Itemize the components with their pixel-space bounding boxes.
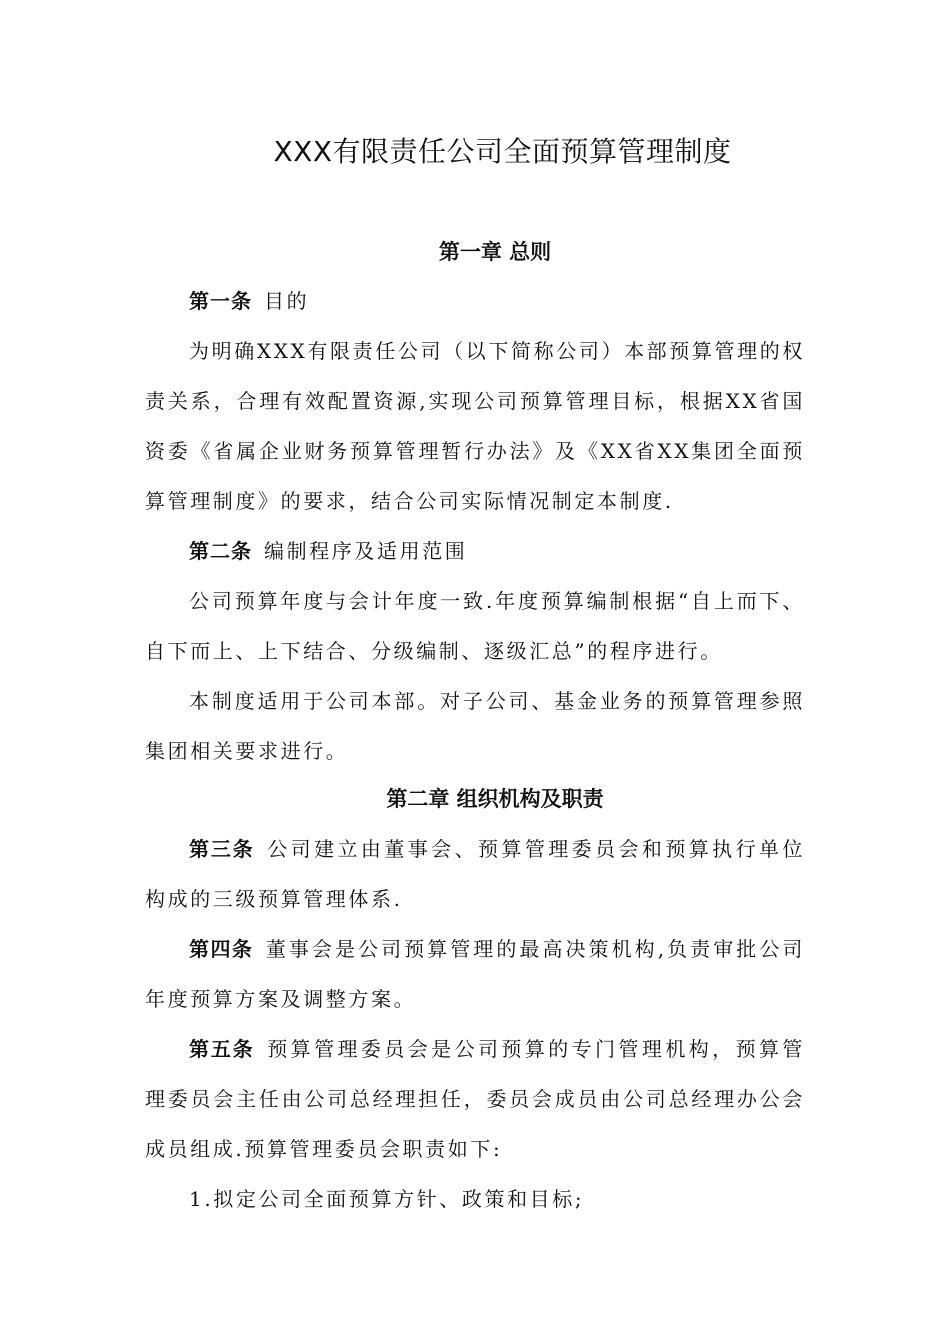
chapter-2-heading: 第二章 组织机构及职责 [386, 787, 604, 811]
article-2-label: 第二条 [189, 539, 252, 563]
article-4-text: 董事会是公司预算管理的最高决策机构,负责审批公司年度预算方案及调整方案。 [145, 937, 805, 1011]
article-5-paragraph [145, 1024, 805, 1174]
article-4-label: 第四条 [189, 937, 254, 961]
article-3-text: 公司建立由董事会、预算管理委员会和预算执行单位构成的三级预算管理体系. [145, 837, 805, 911]
article-1-heading [145, 276, 805, 326]
article-1-label: 第一条 [189, 289, 252, 313]
article-2-heading [145, 526, 805, 576]
article-1-title: 目的 [264, 289, 310, 313]
article-4-paragraph [145, 924, 805, 1024]
article-2-paragraph-2: 本制度适用于公司本部。对子公司、基金业务的预算管理参照集团相关要求进行。 [145, 689, 805, 763]
article-1-paragraph: 为明确XXX有限责任公司（以下简称公司）本部预算管理的权责关系，合理有效配置资源,实现公司预算管理目标，根据XX省国资委《省属企业财务预算管理暂行办法》及《XX省XX集团全面预算管理制度》的要求，结合公司实际情况制定本制度. [145, 339, 805, 513]
article-5-text: 预算管理委员会是公司预算的专门管理机构，预算管理委员会主任由公司总经理担任，委员会成员由公司总经理办公会成员组成.预算管理委员会职责如下: [145, 1037, 805, 1161]
article-3-label: 第三条 [189, 837, 255, 861]
article-2-title: 编制程序及适用范围 [264, 539, 468, 563]
document-title: XXX有限责任公司全面预算管理制度 [273, 135, 732, 168]
article-2-paragraph-1: 公司预算年度与会计年度一致.年度预算编制根据“自上而下、自下而上、上下结合、分级编制、逐级汇总”的程序进行。 [145, 589, 805, 663]
article-5-label: 第五条 [189, 1037, 255, 1061]
chapter-1-heading: 第一章 总则 [438, 240, 552, 264]
article-3-paragraph [145, 824, 805, 924]
list-item-1: 1.拟定公司全面预算方针、政策和目标; [189, 1187, 585, 1211]
